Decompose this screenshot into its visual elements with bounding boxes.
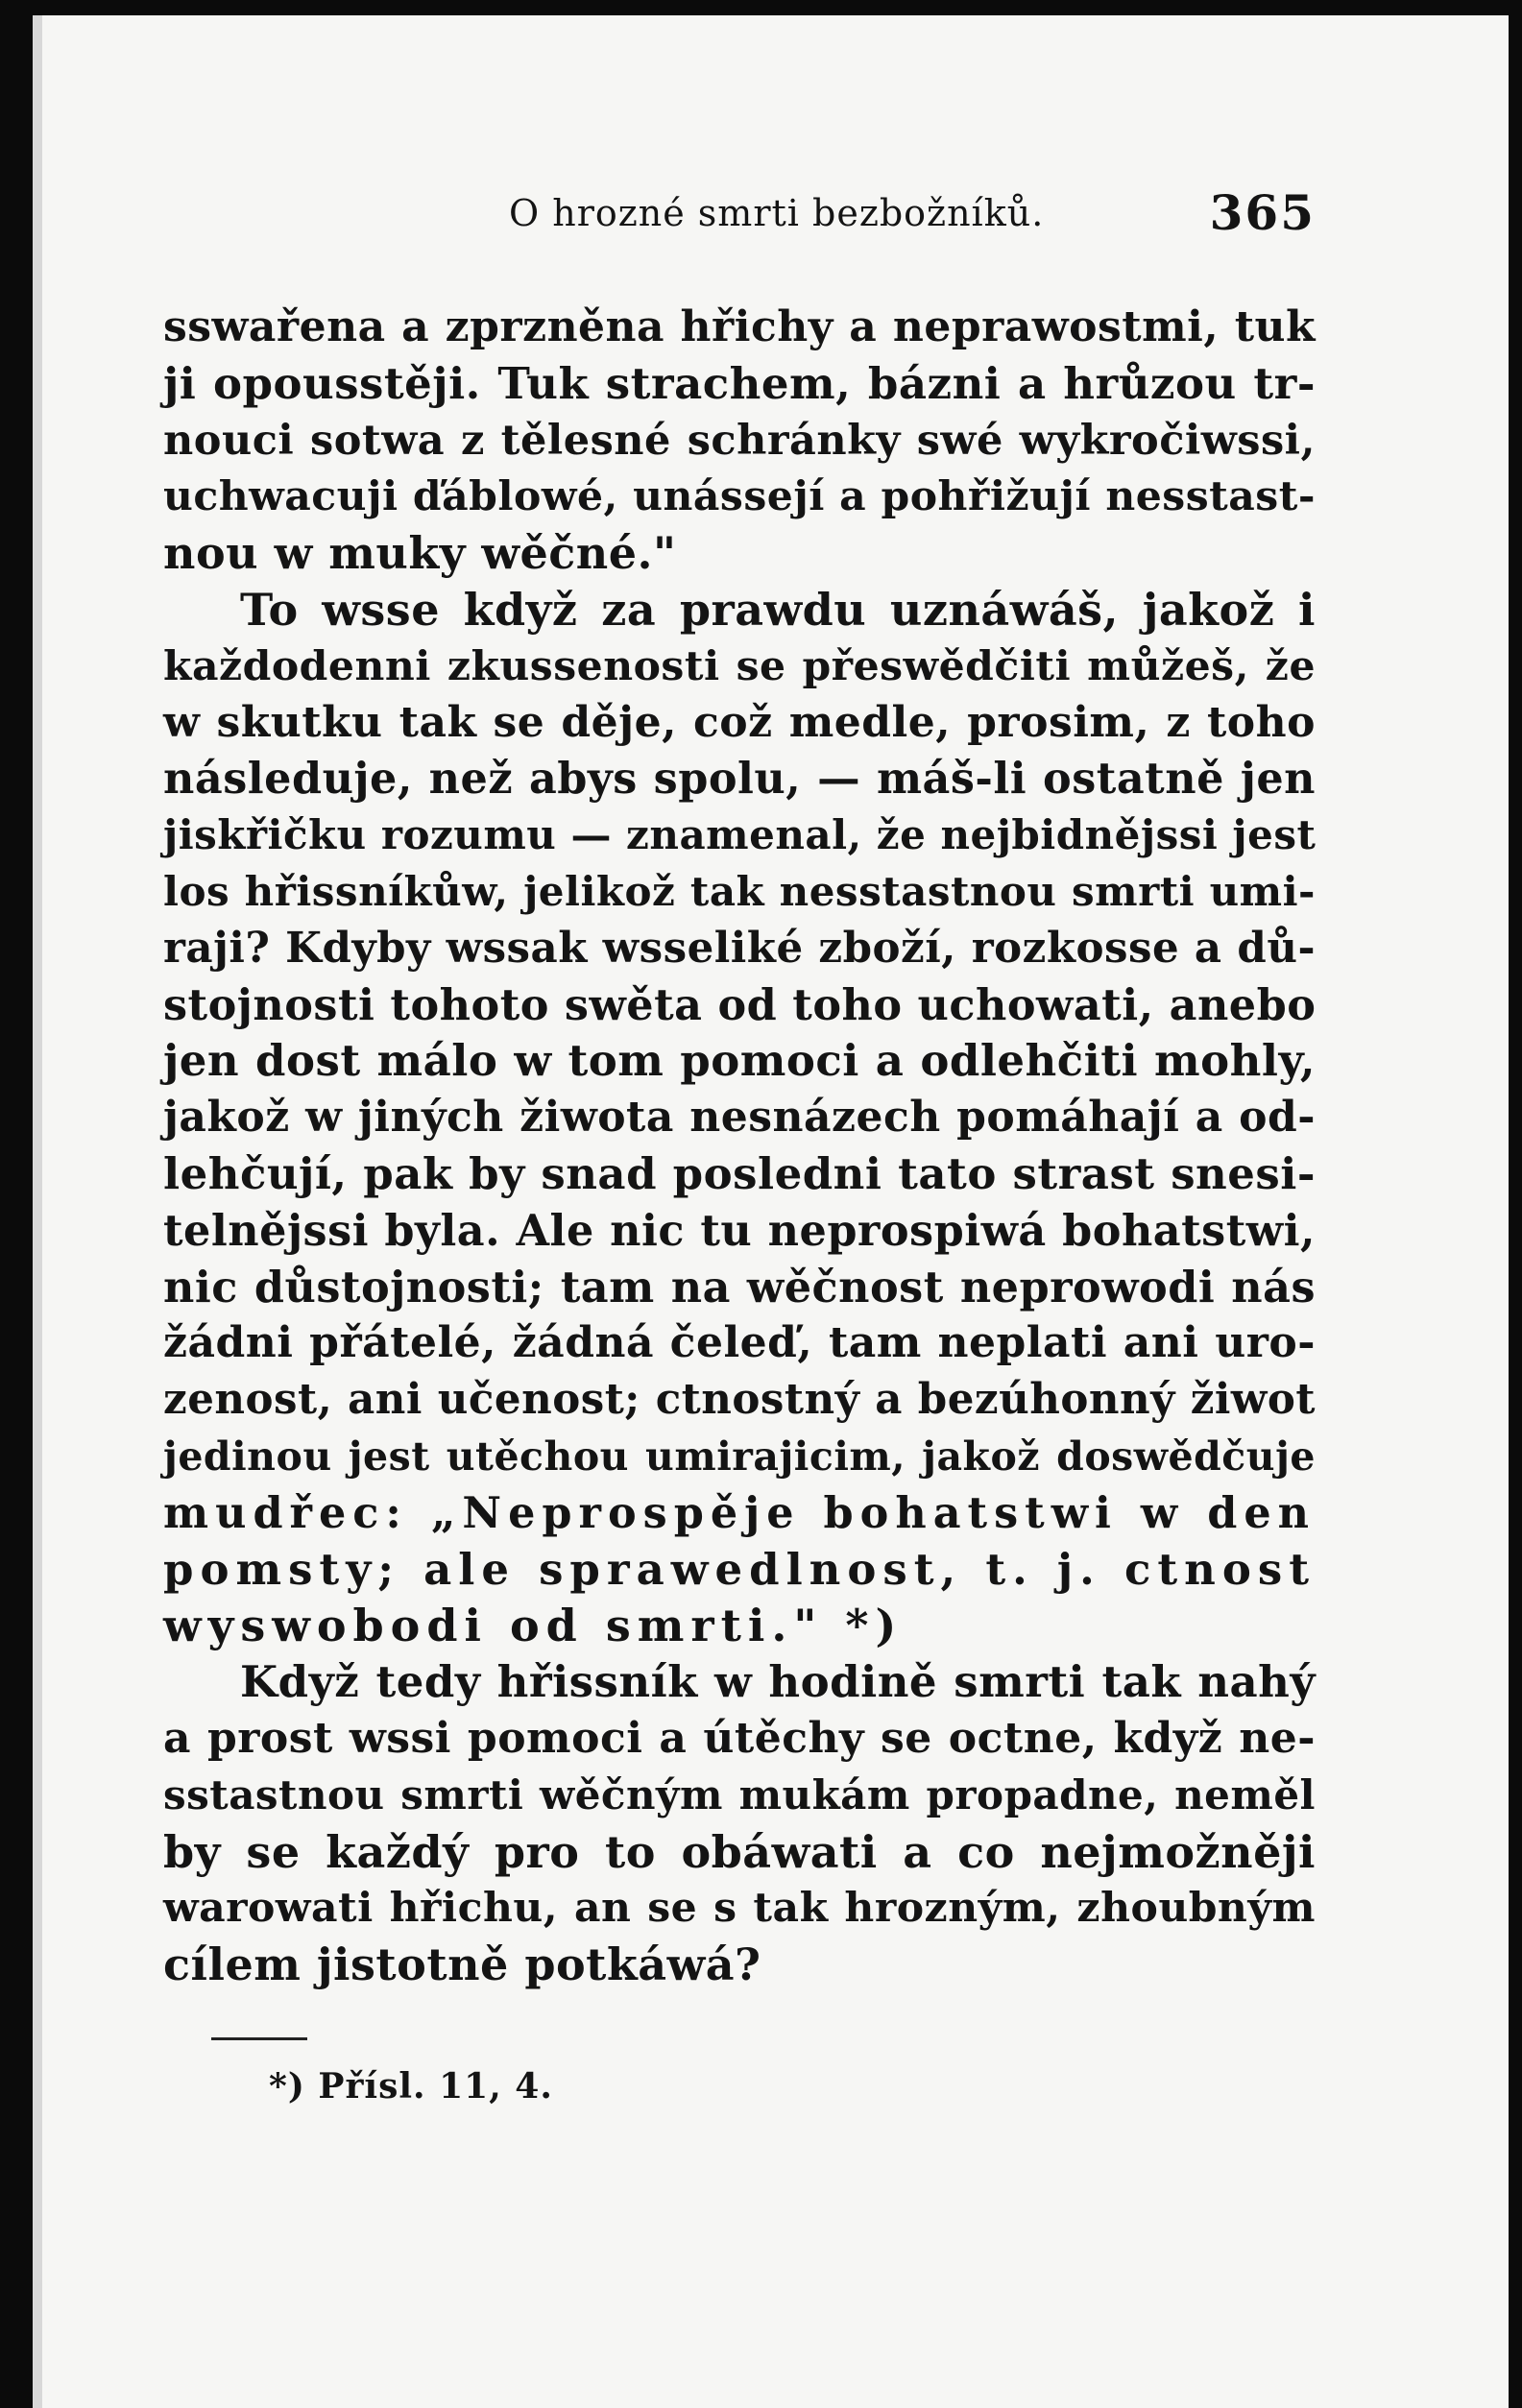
text-line: každodenni zkussenosti se přeswědčiti můžeš, že xyxy=(163,641,1316,690)
text-line: nic důstojnosti; tam na wěčnost neprowodi nás xyxy=(163,1262,1316,1312)
text-line: by se každý pro to obáwati a co nejmožněji xyxy=(163,1825,1316,1878)
text-line-spaced: mudřec: „Neprospěje bohatstwi w den xyxy=(163,1487,1316,1538)
text-line: warowati hřichu, an se s tak hrozným, zhoubným xyxy=(163,1884,1316,1933)
scan-frame-right xyxy=(1509,0,1522,2408)
text-line: žádni přátelé, žádná čeleď, tam neplati ani uro- xyxy=(163,1318,1316,1368)
text-line: jakož w jiných žiwota nesnázech pomáhají a od- xyxy=(163,1093,1316,1143)
paragraph-1 xyxy=(163,300,1316,582)
page-gutter-shadow xyxy=(33,15,42,2408)
text-line: los hřissníkůw, jelikož tak nesstastnou smrti umi- xyxy=(163,867,1316,915)
text-line: jiskřičku rozumu — znamenal, že nejbidnějssi jest xyxy=(163,811,1317,859)
text-line: lehčují, pak by snad posledni tato strast snesi- xyxy=(163,1147,1316,1199)
scan-frame-left xyxy=(0,0,33,2408)
text-line: To wsse když za prawdu uznáwáš, jakož i xyxy=(240,583,1316,636)
text-line: uchwacuji ďáblowé, unássejí a pohřižují nesstast- xyxy=(163,472,1316,521)
scan-frame-top xyxy=(0,0,1522,15)
text-line: jen dost málo w tom pomoci a odlehčiti mohly, xyxy=(163,1035,1316,1087)
page-header xyxy=(163,184,1316,252)
text-line: sstastnou smrti wěčným mukám propadne, neměl xyxy=(163,1770,1316,1818)
page-body xyxy=(163,300,1316,1993)
text-line: a prost wssi pomoci a útěchy se octne, když ne- xyxy=(163,1713,1316,1763)
text-line: nou w muky wěčné." xyxy=(163,527,677,580)
footnote: *) Přísl. 11, 4. xyxy=(269,2066,553,2107)
text-line: Když tedy hřissník w hodině smrti tak nahý xyxy=(240,1656,1316,1708)
text-line-spaced: pomsty; ale sprawedlnost, t. j. ctnost xyxy=(163,1543,1316,1595)
text-line: zenost, ani učenost; ctnostný a bezúhonný žiwot xyxy=(163,1375,1316,1425)
text-line: nouci sotwa z tělesné schránky swé wykročiwssi, xyxy=(163,416,1316,465)
text-line: sswařena a zprzněna hřichy a neprawostmi, tuk xyxy=(163,302,1316,351)
text-line: raji? Kdyby wssak wsseliké zboží, rozkosse a dů- xyxy=(163,923,1316,973)
text-line: w skutku tak se děje, což medle, prosim, z toho xyxy=(163,697,1316,747)
text-line: stojnosti tohoto swěta od toho uchowati, anebo xyxy=(163,979,1317,1030)
text-line-spaced: wyswobodi od smrti." *) xyxy=(163,1600,904,1652)
running-title: O hrozné smrti bezbožníků. xyxy=(509,192,1045,234)
text-line: jedinou jest utěchou umirajicim, jakož doswědčuje xyxy=(163,1433,1316,1480)
text-line: následuje, než abys spolu, — máš-li ostatně jen xyxy=(163,754,1316,805)
footnote-rule xyxy=(211,2037,307,2040)
page-number: 365 xyxy=(1209,184,1316,241)
text-line: ji opousstěji. Tuk strachem, bázni a hrůzou tr- xyxy=(163,357,1316,409)
paragraph-3 xyxy=(163,1654,1316,1993)
text-line: telnějssi byla. Ale nic tu neprospiwá bohatstwi, xyxy=(163,1205,1316,1256)
paragraph-2 xyxy=(163,582,1316,1654)
text-line: cílem jistotně potkáwá? xyxy=(163,1938,761,1991)
